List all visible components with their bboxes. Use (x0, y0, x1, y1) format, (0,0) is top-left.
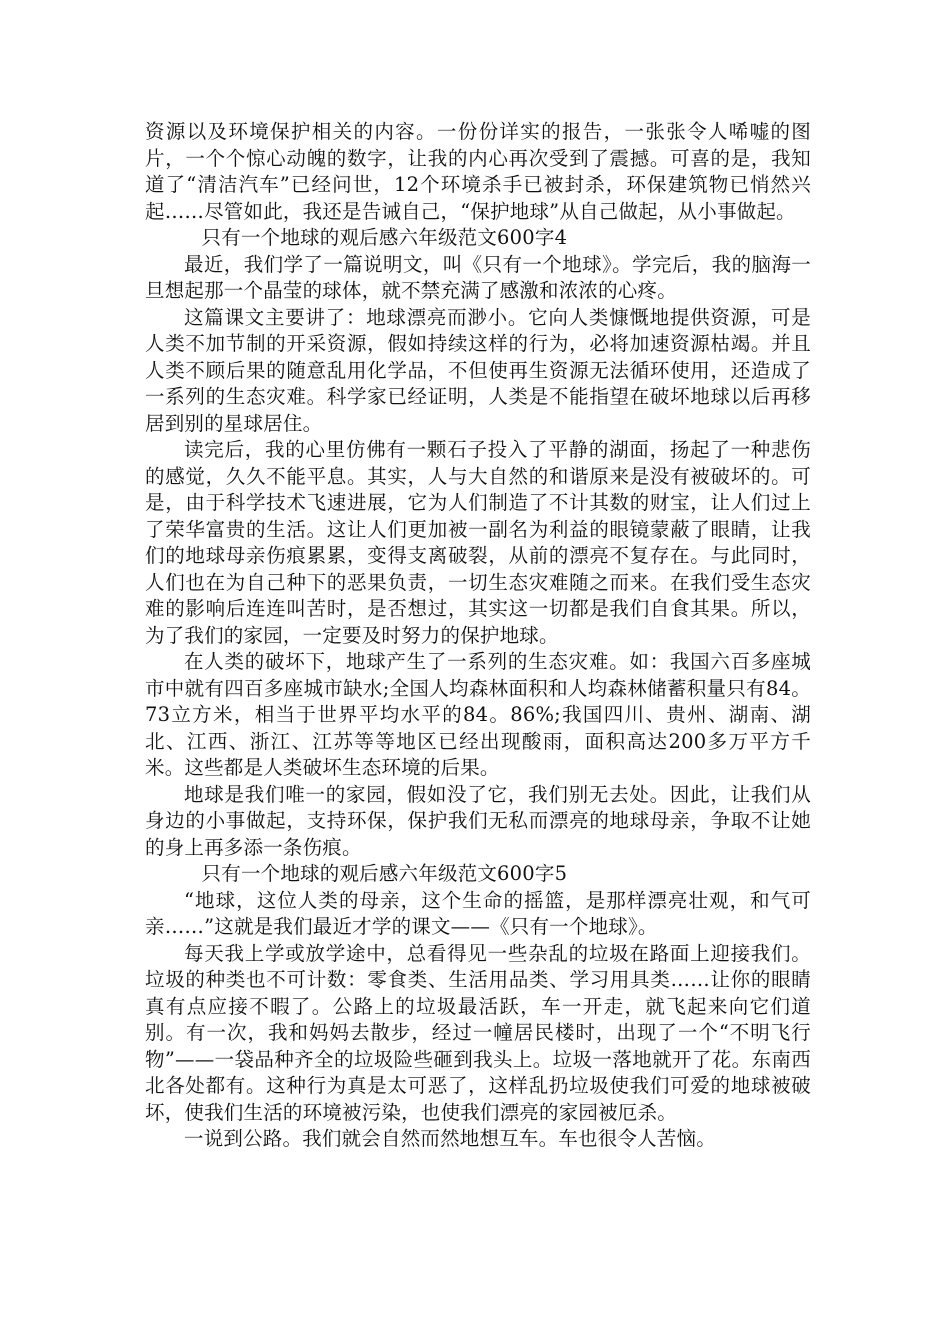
paragraph-earth-quote: “地球，这位人类的母亲，这个生命的摇篮，是那样漂亮壮观，和气可亲……”这就是我们最近才学的课文——《只有一个地球》。 (145, 888, 811, 938)
paragraph-road: 一说到公路。我们就会自然而然地想互车。车也很令人苦恼。 (184, 1127, 716, 1150)
paragraph-reflection: 读完后，我的心里仿佛有一颗石子投入了平静的湖面，扬起了一种悲伤的感觉，久久不能平息。其实，人与大自然的和谐原来是没有被破坏的。可是，由于科学技术飞速进展，它为人们制造了不计其数的财宝，让人们过上了荣华富贵的生活。这让人们更加被一副名为利益的眼镜蒙蔽了眼睛，让我们的地球母亲伤痕累累，变得支离破裂，从前的漂亮不复存在。与此同时，人们也在为自己种下的恶果负责，一切生态灾难随之而来。在我们受生态灾难的影响后连连叫苦时，是否想过，其实这一切都是我们自食其果。所以，为了我们的家园，一定要及时努力的保护地球。 (145, 438, 811, 647)
essay-heading-4: 只有一个地球的观后感六年级范文600字4 (201, 226, 568, 249)
paragraph-recent-lesson: 最近，我们学了一篇说明文，叫《只有一个地球》。学完后，我的脑海一旦想起那一个晶莹的球体，就不禁充满了感激和浓浓的心疼。 (145, 252, 811, 302)
paragraph-lesson-summary: 这篇课文主要讲了：地球漂亮而渺小。它向人类慷慨地提供资源，可是人类不加节制的开采资源，假如持续这样的行为，必将加速资源枯竭。并且人类不顾后果的随意乱用化学品，不但使再生资源无法循环使用，还造成了一系列的生态灾难。科学家已经证明，人类是不能指望在破坏地球以后再移居到别的星球居住。 (145, 305, 811, 435)
document-page (145, 119, 811, 1153)
paragraph-ecological-disasters: 在人类的破坏下，地球产生了一系列的生态灾难。如：我国六百多座城市中就有四百多座城市缺水;全国人均森林面积和人均森林储蓄积量只有84。73立方米，相当于世界平均水平的84。86%;我国四川、贵州、湖南、湖北、江西、浙江、江苏等等地区已经出现酸雨，面积高达200多万平方千米。这些都是人类破坏生态环境的后果。 (145, 650, 811, 779)
paragraph-only-home: 地球是我们唯一的家园，假如没了它，我们别无去处。因此，让我们从身边的小事做起，支持环保，保护我们无私而漂亮的地球母亲，争取不让她的身上再多添一条伤痕。 (145, 782, 811, 859)
paragraph-garbage: 每天我上学或放学途中，总看得见一些杂乱的垃圾在路面上迎接我们。垃圾的种类也不可计数：零食类、生活用品类、学习用具类……让你的眼睛真有点应接不暇了。公路上的垃圾最活跃，车一开走，就飞起来向它们道别。有一次，我和妈妈去散步，经过一幢居民楼时，出现了一个“不明飞行物”——一袋品种齐全的垃圾险些砸到我头上。垃圾一落地就开了花。东南西北各处都有。这种行为真是太可恶了，这样乱扔垃圾使我们可爱的地球被破坏，使我们生活的环境被污染，也使我们漂亮的家园被厄杀。 (145, 941, 811, 1124)
essay-heading-5: 只有一个地球的观后感六年级范文600字5 (201, 862, 568, 885)
paragraph-intro: 资源以及环境保护相关的内容。一份份详实的报告，一张张令人唏嘘的图片，一个个惊心动魄的数字，让我的内心再次受到了震撼。可喜的是，我知道了“清洁汽车”已经问世，12个环境杀手已被封杀，环保建筑物已悄然兴起……尽管如此，我还是告诫自己，“保护地球”从自己做起，从小事做起。 (145, 120, 811, 223)
